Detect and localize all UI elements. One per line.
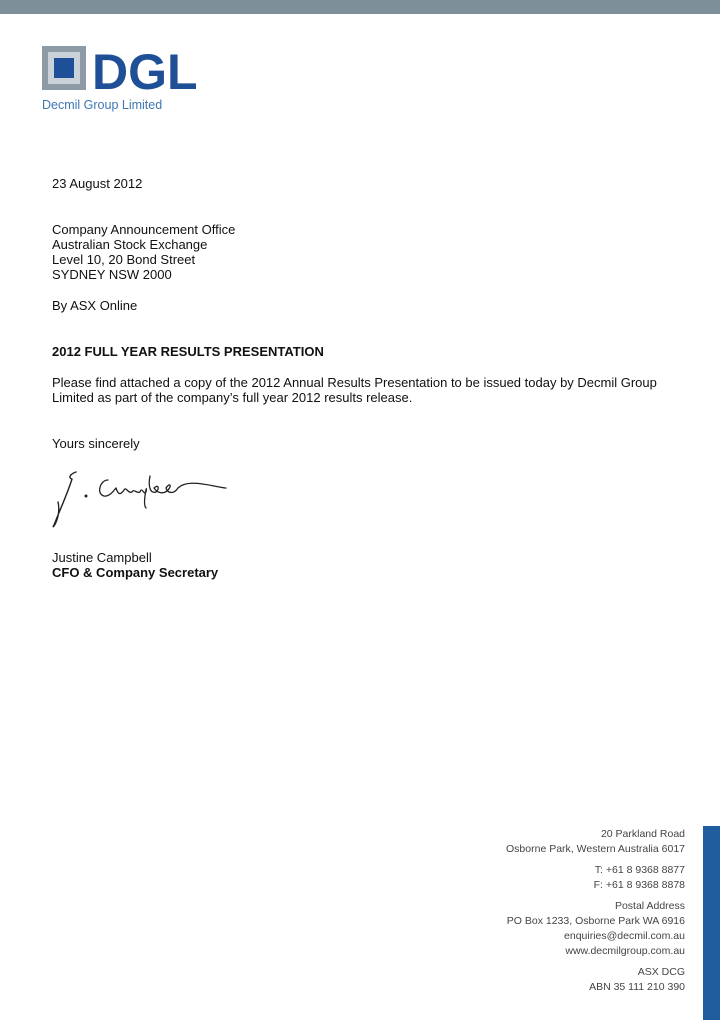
footer-postal-address: PO Box 1233, Osborne Park WA 6916 [506,915,685,927]
signatory-title: CFO & Company Secretary [52,565,219,580]
subject-line: 2012 FULL YEAR RESULTS PRESENTATION [52,344,324,359]
body-line: Please find attached a copy of the 2012 Annual Results Presentation to be issued today by Decmil Group [52,375,657,390]
delivery-method: By ASX Online [52,298,138,313]
footer-asx-code: ASX DCG [637,966,685,978]
logo-tagline: Decmil Group Limited [42,98,163,112]
footer-address-2: Osborne Park, Western Australia 6017 [506,843,685,855]
footer-phone: T: +61 8 9368 8877 [594,864,685,876]
logo-wordmark: DGL [92,44,198,100]
footer-fax: F: +61 8 9368 8878 [593,879,685,891]
footer-postal-label: Postal Address [614,900,685,912]
closing: Yours sincerely [52,436,140,451]
recipient-line: Company Announcement Office [52,222,236,237]
header-bar [0,0,720,14]
side-accent-bar [703,826,720,1020]
footer-address-1: 20 Parkland Road [600,828,685,840]
footer-abn: ABN 35 111 210 390 [589,981,685,993]
recipient-line: SYDNEY NSW 2000 [52,267,172,282]
signatory-name: Justine Campbell [52,550,152,565]
logo-icon [42,44,198,100]
footer-email-link[interactable]: enquiries@decmil.com.au [564,930,685,942]
footer-website-link[interactable]: www.decmilgroup.com.au [565,945,685,957]
recipient-line: Level 10, 20 Bond Street [52,252,196,267]
letter-date: 23 August 2012 [52,176,143,191]
recipient-line: Australian Stock Exchange [52,237,208,252]
body-line: Limited as part of the company’s full year 2012 results release. [52,390,413,405]
company-logo [42,44,198,116]
signature [46,466,236,537]
